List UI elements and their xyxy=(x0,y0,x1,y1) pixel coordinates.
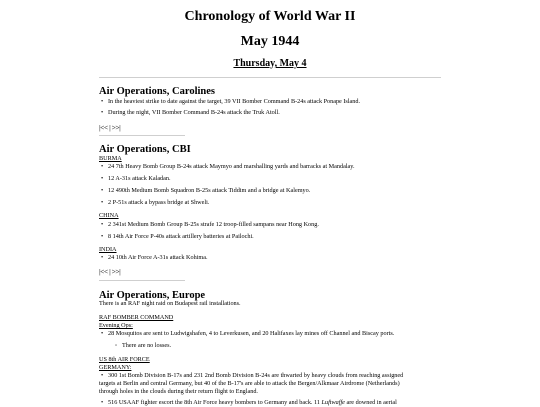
list-item: • 28 Mosquitos are sent to Ludwigshafen, 4 to Leverkusen, and 20 Halifaxes lay mines off Channel and Biscay ports. xyxy=(108,330,394,338)
section-divider xyxy=(99,135,185,136)
subheading-china: CHINA xyxy=(99,212,119,219)
subheading-germany: GERMANY: xyxy=(99,364,132,371)
subheading-us-8th-air-force: US 8th AIR FORCE xyxy=(99,356,150,363)
nav-last-link[interactable]: >>| xyxy=(111,267,121,276)
nav-first-link[interactable]: |<< xyxy=(99,123,108,132)
nav-separator: | xyxy=(109,267,111,276)
list-item: • 2 P-51s attack a bypass bridge at Shweli. xyxy=(108,199,209,207)
list-item: • 12 490th Medium Bomb Squadron B-25s attack Tiddim and a bridge at Kalemyo. xyxy=(108,187,310,195)
nav-last-link[interactable]: >>| xyxy=(111,123,121,132)
section-nav-cbi xyxy=(99,267,120,276)
subheading-evening-ops: Evening Ops: xyxy=(99,322,133,329)
list-item-text: 516 USAAF fighter escort the 8th Air Force heavy bombers to Germany and back. 11 xyxy=(108,399,322,406)
section-heading-europe: Air Operations, Europe xyxy=(99,290,206,301)
list-item: • 24 10th Air Force A-31s attack Kohima. xyxy=(108,254,208,262)
list-item-continuation: through holes in the clouds during their return flight to England. xyxy=(99,388,258,395)
header-divider xyxy=(99,77,441,78)
list-item-continuation: targets at Berlin and central Germany, but 40 of the B-17's are able to attack the Bergen/Alkmaar Airdrome (Netherlands) xyxy=(99,380,400,387)
section-divider xyxy=(99,280,185,281)
nav-first-link[interactable]: |<< xyxy=(99,267,108,276)
list-item: • 8 14th Air Force P-40s attack artillery batteries at Pailochi. xyxy=(108,233,254,241)
date-heading: Thursday, May 4 xyxy=(233,58,307,69)
section-heading-carolines: Air Operations, Carolines xyxy=(99,86,215,97)
list-item: • 12 A-31s attack Kaladan. xyxy=(108,175,171,183)
page-title: Chronology of World War II xyxy=(184,9,356,24)
list-item: • 2 341st Medium Bomb Group B-25s strafe 12 troop-filled sampans near Hong Kong. xyxy=(108,221,319,229)
list-item: • 24 7th Heavy Bomb Group B-24s attack Maymyo and marshalling yards and barracks at Mandalay. xyxy=(108,163,355,171)
section-intro: There is an RAF night raid on Budapest rail installations. xyxy=(99,300,241,307)
section-heading-cbi: Air Operations, CBI xyxy=(99,144,191,155)
list-item: • During the night, VII Bomber Command B-24s attack the Truk Atoll. xyxy=(108,109,280,117)
list-item: • 300 1st Bomb Division B-17s and 231 2nd Bomb Division B-24s are thwarted by heavy clouds from reaching assigned xyxy=(108,372,403,380)
nav-separator: | xyxy=(109,123,111,132)
month-heading: May 1944 xyxy=(240,34,300,49)
section-nav-carolines xyxy=(99,123,120,132)
subheading-india: INDIA xyxy=(99,246,117,253)
subheading-burma: BURMA xyxy=(99,155,122,162)
list-item: • In the heaviest strike to date against the target, 39 VII Bomber Command B-24s attack Ponape Island. xyxy=(108,98,360,106)
list-item xyxy=(108,399,397,407)
list-item-text: are downed in aerial xyxy=(344,399,397,406)
subheading-raf-bomber-command: RAF BOMBER COMMAND xyxy=(99,314,174,321)
list-item-italic: Luftwaffe xyxy=(321,399,345,406)
list-subitem: ◦ There are no losses. xyxy=(122,342,171,350)
